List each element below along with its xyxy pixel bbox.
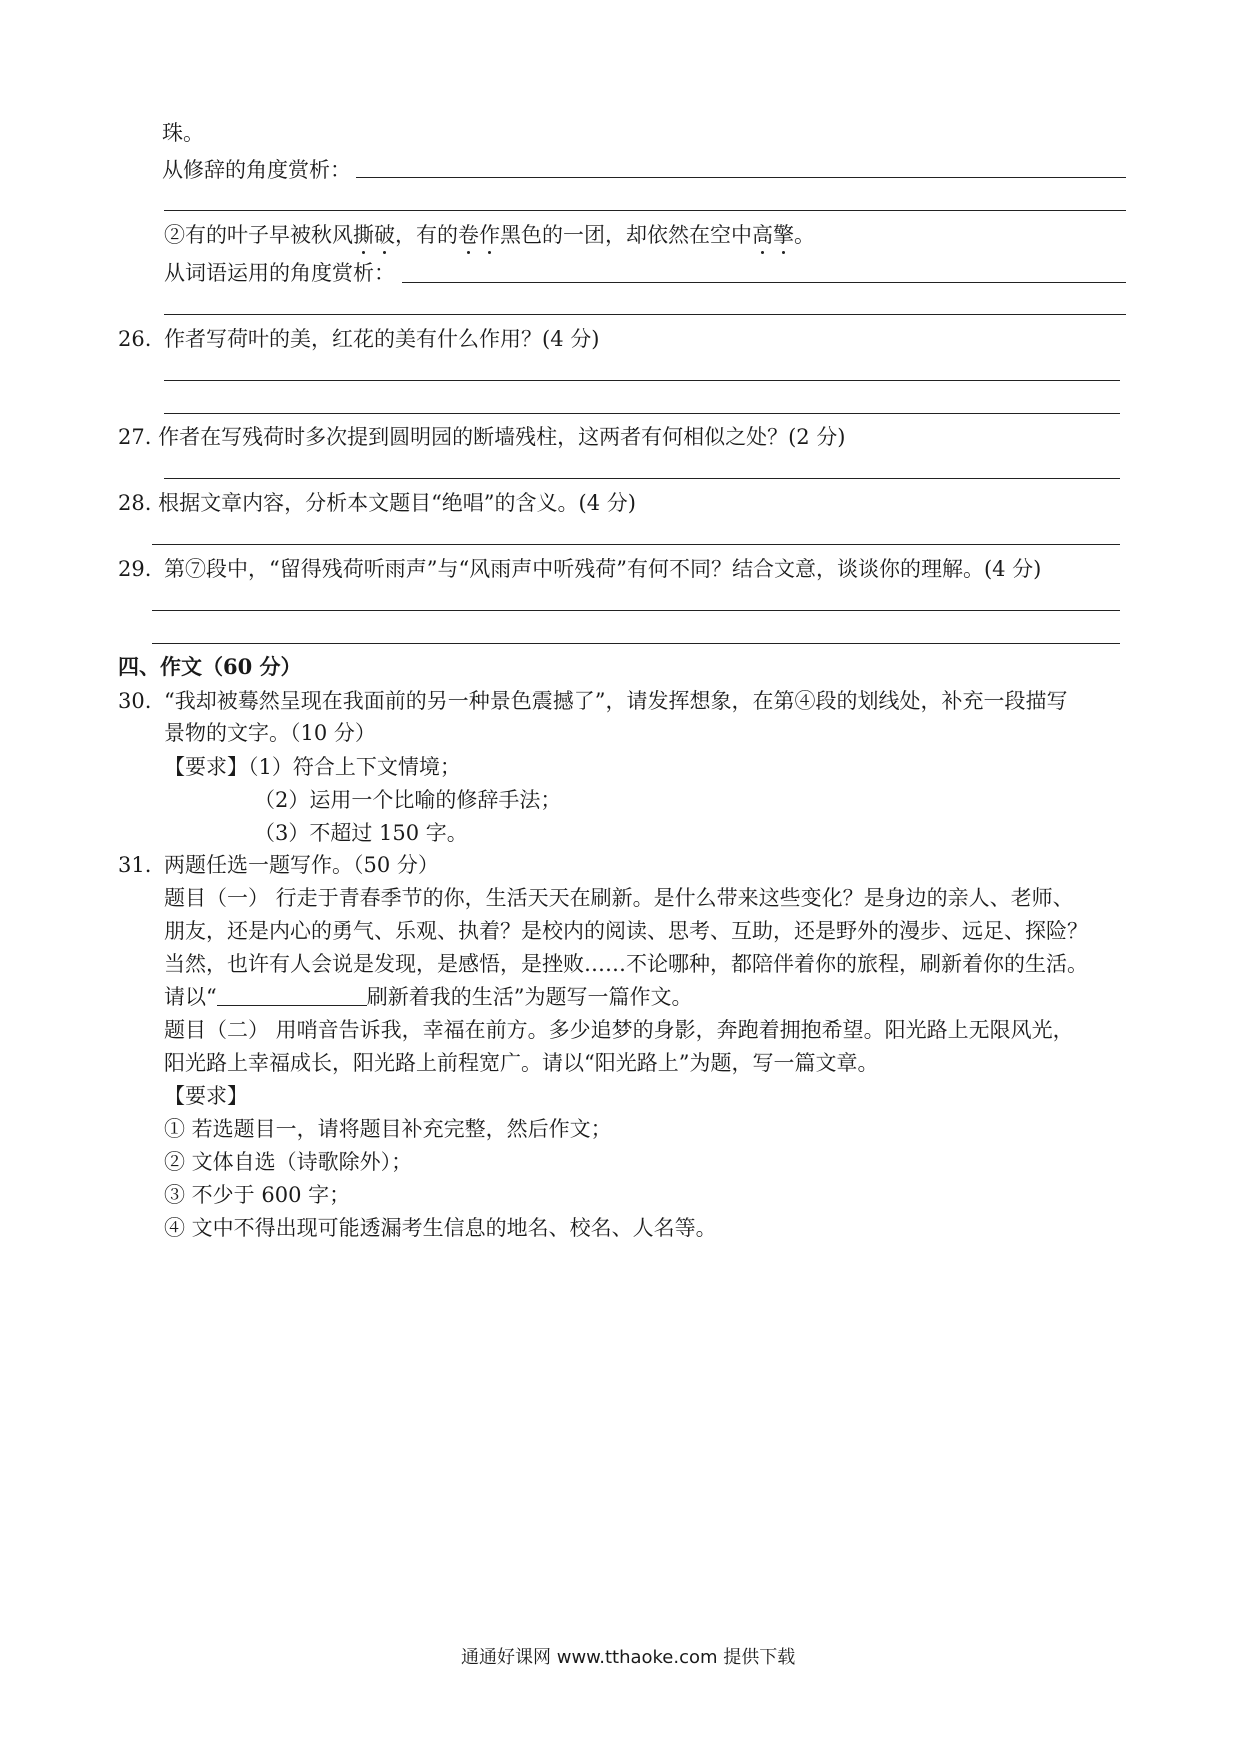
q31-topic1-line-1: 题目（一） 行走于青春季节的你，生活天天在刷新。是什么带来这些变化？是身边的亲人、老师、: [164, 886, 1074, 910]
q31-requirement-2: ② 文体自选（诗歌除外）；: [164, 1150, 413, 1174]
title-prefix: 请以“: [164, 985, 217, 1009]
q25-word-prompt: 从词语运用的角度赏析：: [164, 261, 395, 285]
q31-requirement-4: ④ 文中不得出现可能透漏考生信息的地名、校名、人名等。: [164, 1216, 717, 1240]
answer-line[interactable]: [164, 210, 1126, 211]
sentence-part: ②有的叶子早被秋风: [164, 223, 353, 247]
q29-text: 第⑦段中，“留得残荷听雨声”与“风雨声中听残荷”有何不同？结合文意，谈谈你的理解。(4 分): [164, 557, 1042, 581]
dotted-char: 撕: [353, 223, 374, 247]
q30-requirement-3: （3）不超过 150 字。: [254, 821, 468, 845]
q27-text: 27. 作者在写残荷时多次提到圆明园的断墙残柱，这两者有何相似之处？(2 分): [118, 425, 846, 449]
q28-text: 28. 根据文章内容，分析本文题目“绝唱”的含义。(4 分): [118, 491, 636, 515]
q30-requirement-1: 【要求】（1）符合上下文情境；: [164, 755, 461, 779]
answer-line[interactable]: [152, 610, 1120, 611]
answer-line[interactable]: [152, 544, 1120, 545]
q31-requirements-title: 【要求】: [164, 1084, 248, 1108]
q30-requirement-2: （2）运用一个比喻的修辞手法；: [254, 788, 562, 812]
q30-line-2: 景物的文字。（10 分）: [164, 721, 376, 745]
dotted-char: 高: [752, 223, 773, 247]
title-blank[interactable]: [217, 985, 367, 1006]
dotted-char: 卷: [458, 223, 479, 247]
dotted-char: 破: [374, 223, 395, 247]
answer-line[interactable]: [164, 478, 1120, 479]
q25-line-zhu: 珠。: [162, 121, 204, 145]
title-suffix: 刷新着我的生活”为题写一篇作文。: [366, 985, 693, 1009]
q26-text: 作者写荷叶的美，红花的美有什么作用？(4 分): [164, 327, 600, 351]
q31-topic1-line-4: [164, 984, 693, 1010]
q31-line-1: 两题任选一题写作。（50 分）: [164, 853, 439, 877]
q31-number: 31.: [118, 853, 152, 877]
q25-rhetoric-prompt: 从修辞的角度赏析：: [162, 158, 351, 182]
q31-topic2-line-2: 阳光路上幸福成长，阳光路上前程宽广。请以“阳光路上”为题，写一篇文章。: [164, 1051, 879, 1075]
answer-line[interactable]: [164, 413, 1120, 414]
section-4-title: 四、作文（60 分）: [118, 654, 302, 679]
q31-topic2-line-1: 题目（二） 用哨音告诉我，幸福在前方。多少追梦的身影，奔跑着拥抱希望。阳光路上无限风光，: [164, 1018, 1074, 1042]
sentence-part: ，有的: [395, 223, 458, 247]
q25-sentence-2: [164, 222, 815, 248]
q30-line-1: “我却被蓦然呈现在我面前的另一种景色震撼了”，请发挥想象，在第④段的划线处，补充一段描写: [164, 689, 1068, 713]
answer-line[interactable]: [152, 643, 1120, 644]
answer-line[interactable]: [356, 177, 1126, 178]
q30-number: 30.: [118, 689, 152, 713]
footer-text: 通通好课网 www.tthaoke.com 提供下载: [461, 1647, 796, 1668]
answer-line[interactable]: [402, 282, 1126, 283]
answer-line[interactable]: [164, 314, 1126, 315]
q31-requirement-3: ③ 不少于 600 字；: [164, 1183, 351, 1207]
q29-number: 29.: [118, 557, 152, 581]
sentence-part: 黑色的一团，却依然在空中: [500, 223, 752, 247]
dotted-char: 擎: [773, 223, 794, 247]
q31-topic1-line-3: 当然，也许有人会说是发现，是感悟，是挫败……不论哪种，都陪伴着你的旅程，刷新着你的生活。: [164, 952, 1088, 976]
dotted-char: 作: [479, 223, 500, 247]
q31-topic1-line-2: 朋友，还是内心的勇气、乐观、执着？是校内的阅读、思考、互助，还是野外的漫步、远足、探险？: [164, 919, 1088, 943]
sentence-part: 。: [794, 223, 815, 247]
q31-requirement-1: ① 若选题目一，请将题目补充完整，然后作文；: [164, 1117, 612, 1141]
q26-number: 26.: [118, 327, 152, 351]
answer-line[interactable]: [164, 380, 1120, 381]
